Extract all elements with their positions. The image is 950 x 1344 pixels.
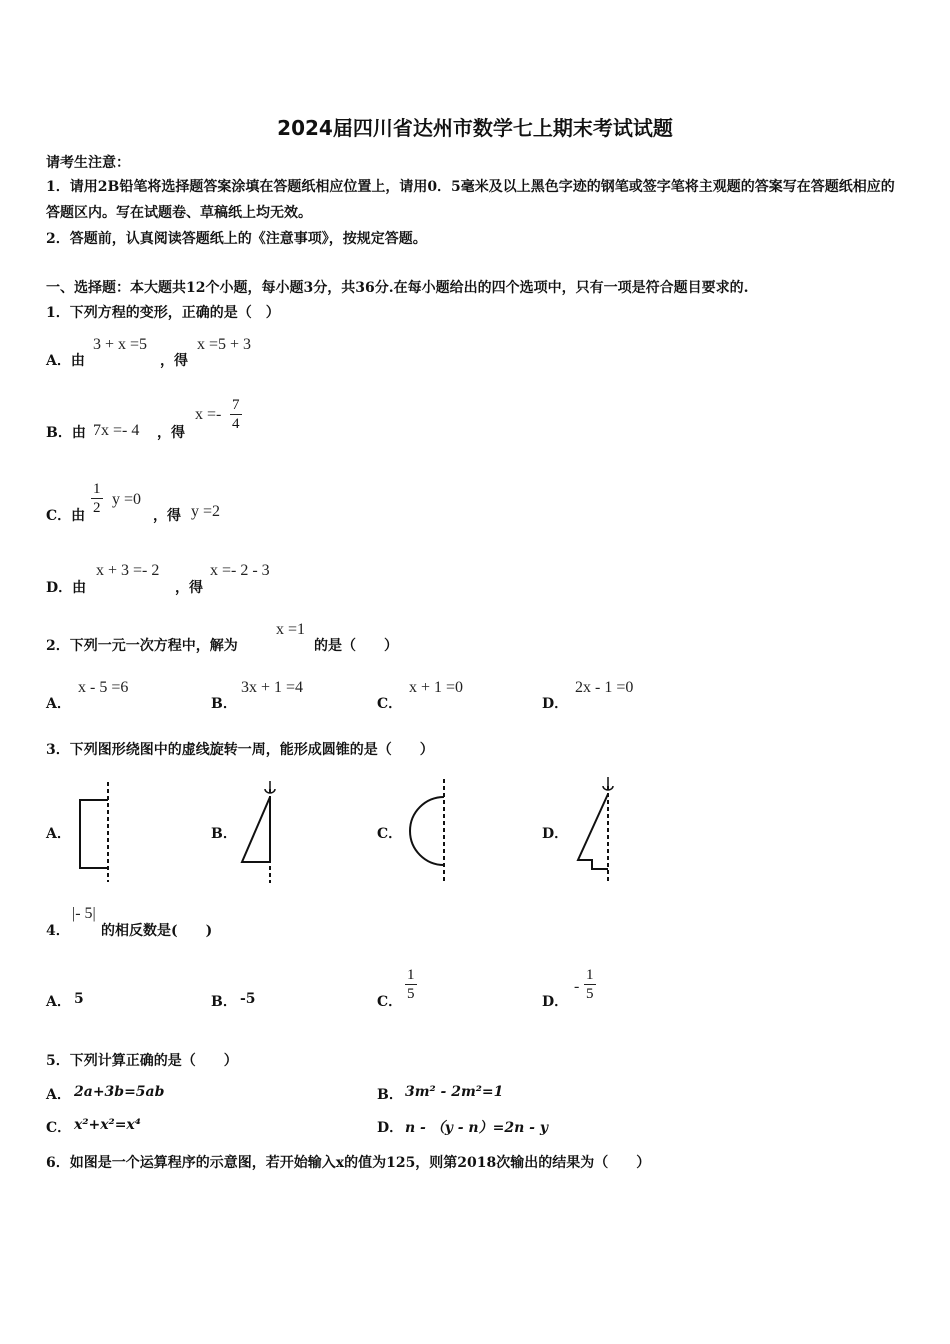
q1-c-eq1: y =0 — [112, 491, 142, 508]
q5-d-eq: n - （y - n）=2n - y — [405, 1120, 548, 1136]
q5-a-eq: 2a+3b=5ab — [74, 1084, 165, 1100]
q4-stem-post: 的相反数是( ) — [101, 923, 213, 939]
q1-b-den: 4 — [232, 416, 240, 432]
q2-stem-eq: x =1 — [276, 621, 306, 638]
q3-c-figure — [400, 775, 456, 885]
q4-stem-pre: 4． — [46, 923, 70, 939]
q3-d-figure — [568, 772, 618, 884]
q1-b-mid: ，得 — [157, 425, 185, 441]
q5-c-eq: x²+x²=x⁴ — [74, 1117, 141, 1133]
q2-stem-pre: 2．下列一元一次方程中，解为 — [46, 638, 238, 654]
q4-c-den: 5 — [407, 986, 415, 1002]
q1-a-label: A．由 — [46, 353, 85, 369]
q1-b-label: B．由 — [46, 425, 86, 441]
q4-c-fraction — [405, 966, 417, 1003]
q2-b-eq: 3x + 1 =4 — [241, 679, 304, 696]
q1-a-mid: ，得 — [160, 353, 188, 369]
q1-b-fraction — [230, 396, 242, 433]
page-title: 2024届四川省达州市数学七上期末考试试题 — [277, 116, 673, 140]
q1-c-fraction — [91, 480, 103, 517]
q4-b-label: B． — [211, 994, 237, 1010]
q4-d-fraction — [584, 966, 596, 1003]
q1-d-label: D．由 — [46, 580, 87, 596]
q3-a-figure — [74, 778, 114, 884]
q1-a-eq2: x =5 + 3 — [197, 336, 252, 353]
q2-stem-post: 的是（ ） — [314, 638, 398, 654]
q3-d-shape — [578, 794, 608, 869]
q3-d-label: D． — [542, 826, 569, 842]
q1-b-eq1: 7x =- 4 — [93, 422, 140, 439]
q5-b-eq: 3m² - 2m²=1 — [405, 1084, 504, 1100]
q1-d-eq1: x + 3 =- 2 — [96, 562, 160, 579]
q1-d-eq2: x =- 2 - 3 — [210, 562, 270, 579]
q1-b-num: 7 — [232, 397, 240, 413]
q1-d-mid: ，得 — [175, 580, 203, 596]
q4-d-sign: - — [574, 978, 580, 995]
q1-c-eq2: y =2 — [191, 503, 221, 520]
q3-b-figure — [232, 775, 282, 885]
q1-b-eq2-pre: x =- — [195, 406, 222, 423]
q1-c-mid: ，得 — [153, 508, 181, 524]
q2-d-label: D． — [542, 696, 569, 712]
q3-c-semicircle — [410, 797, 444, 865]
q2-c-label: C． — [377, 696, 403, 712]
q4-d-num: 1 — [586, 967, 594, 983]
q3-stem: 3．下列图形绕图中的虚线旋转一周，能形成圆锥的是（ ） — [46, 742, 434, 758]
q5-d-label: D． — [377, 1120, 404, 1136]
q6-stem: 6．如图是一个运算程序的示意图，若开始输入x的值为125，则第2018次输出的结果为（ ） — [46, 1155, 651, 1171]
notice-heading: 请考生注意： — [46, 155, 130, 171]
notice-item-1: 1．请用2B铅笔将选择题答案涂填在答题纸相应位置上，请用0．5毫米及以上黑色字迹的钢笔或签字笔将主观题的答案写在答题纸相应的答题区内。写在试题卷、草稿纸上均无效。 — [46, 179, 895, 221]
q2-a-label: A． — [46, 696, 71, 712]
notice-item-2: 2．答题前，认真阅读答题纸上的《注意事项》，按规定答题。 — [46, 231, 427, 247]
q5-c-label: C． — [46, 1120, 72, 1136]
q2-d-eq: 2x - 1 =0 — [575, 679, 634, 696]
q5-stem: 5．下列计算正确的是（ ） — [46, 1053, 238, 1069]
q3-a-label: A． — [46, 826, 71, 842]
q1-c-num: 1 — [93, 481, 101, 497]
q4-stem-eq: |- 5| — [72, 905, 96, 922]
q2-b-label: B． — [211, 696, 237, 712]
q4-a-label: A． — [46, 994, 71, 1010]
q3-a-rectangle — [80, 800, 108, 868]
q4-a-val: 5 — [74, 991, 84, 1007]
q3-b-label: B． — [211, 826, 237, 842]
q5-b-label: B． — [377, 1087, 403, 1103]
q1-stem: 1．下列方程的变形，正确的是（ ） — [46, 305, 280, 321]
q5-a-label: A． — [46, 1087, 71, 1103]
q2-a-eq: x - 5 =6 — [78, 679, 129, 696]
section-heading: 一、选择题：本大题共12个小题，每小题3分，共36分.在每小题给出的四个选项中，只有一项是符合题目要求的. — [46, 280, 749, 296]
q4-b-val: -5 — [240, 991, 256, 1007]
q4-c-label: C． — [377, 994, 403, 1010]
q1-c-label: C．由 — [46, 508, 86, 524]
q1-c-den: 2 — [93, 500, 101, 516]
q3-b-triangle — [242, 797, 270, 862]
q3-c-label: C． — [377, 826, 403, 842]
q4-d-den: 5 — [586, 986, 594, 1002]
q4-c-num: 1 — [407, 967, 415, 983]
q2-c-eq: x + 1 =0 — [409, 679, 464, 696]
q1-a-eq1: 3 + x =5 — [93, 336, 148, 353]
q4-d-label: D． — [542, 994, 569, 1010]
